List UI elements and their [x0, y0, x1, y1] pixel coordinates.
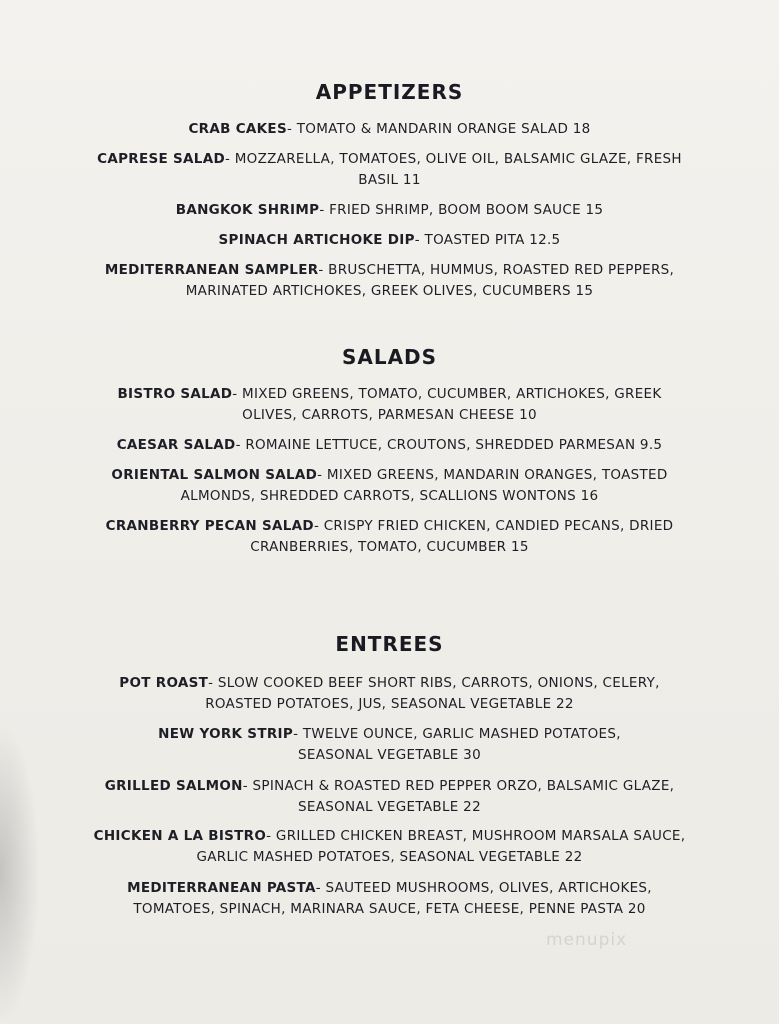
item-description: - CRISPY FRIED CHICKEN, CANDIED PECANS, DRIED CRANBERRIES, TOMATO, CUCUMBER 15 [250, 518, 674, 555]
item-name: BANGKOK SHRIMP [175, 202, 320, 218]
item-description: - ROMAINE LETTUCE, CROUTONS, SHREDDED PARMESAN 9.5 [235, 437, 663, 453]
item-description: - BRUSCHETTA, HUMMUS, ROASTED RED PEPPERS, MARINATED ARTICHOKES, GREEK OLIVES, CUCUMBERS 15 [185, 262, 675, 299]
menu-item-caesar-salad [60, 435, 719, 456]
item-name: SPINACH ARTICHOKE DIP [218, 232, 415, 248]
item-description: - TOMATO & MANDARIN ORANGE SALAD 18 [286, 121, 591, 137]
item-name: MEDITERRANEAN SAMPLER [104, 262, 319, 278]
menu-item-mediterranean-pasta [90, 878, 689, 919]
item-name: CAPRESE SALAD [97, 151, 225, 167]
item-name: CHICKEN A LA BISTRO [93, 828, 267, 844]
menu-item-cranberry-pecan-salad [80, 516, 699, 557]
watermark: menupix [546, 930, 628, 950]
menu-item-grilled-salmon [70, 776, 709, 817]
item-name: GRILLED SALMON [104, 778, 243, 794]
item-description: - TWELVE OUNCE, GARLIC MASHED POTATOES, SEASONAL VEGETABLE 30 [293, 726, 621, 763]
menu-item-bistro-salad [90, 384, 689, 425]
item-name: ORIENTAL SALMON SALAD [111, 467, 318, 483]
item-name: CRAB CAKES [188, 121, 287, 137]
menu-item-spinach-artichoke-dip [60, 230, 719, 251]
item-description: - MIXED GREENS, TOMATO, CUCUMBER, ARTICHOKES, GREEK OLIVES, CARROTS, PARMESAN CHEESE 10 [232, 386, 662, 423]
menu-item-oriental-salmon-salad [90, 465, 689, 506]
menu-item-crab-cakes [60, 119, 719, 140]
menu-item-caprese-salad [90, 149, 689, 190]
item-description: - MIXED GREENS, MANDARIN ORANGES, TOASTED ALMONDS, SHREDDED CARROTS, SCALLIONS WONTONS 16 [180, 467, 668, 504]
item-description: - FRIED SHRIMP, BOOM BOOM SAUCE 15 [319, 202, 604, 218]
item-description: - GRILLED CHICKEN BREAST, MUSHROOM MARSALA SAUCE, GARLIC MASHED POTATOES, SEASONAL VEGETABLE 22 [196, 828, 686, 865]
menu-item-bangkok-shrimp [60, 200, 719, 221]
item-name: MEDITERRANEAN PASTA [127, 880, 316, 896]
item-name: POT ROAST [119, 675, 209, 691]
item-description: - SAUTEED MUSHROOMS, OLIVES, ARTICHOKES, TOMATOES, SPINACH, MARINARA SAUCE, FETA CHEESE, PENNE PASTA 20 [133, 880, 652, 917]
item-description: - TOASTED PITA 12.5 [414, 232, 561, 248]
item-description: - MOZZARELLA, TOMATOES, OLIVE OIL, BALSAMIC GLAZE, FRESH BASIL 11 [224, 151, 682, 188]
page-shadow [0, 720, 40, 1024]
menu-item-mediterranean-sampler [80, 260, 699, 301]
section-title-entrees: ENTREES [335, 632, 444, 656]
section-title-salads: SALADS [341, 345, 438, 369]
item-name: BISTRO SALAD [117, 386, 233, 402]
menu-item-new-york-strip [130, 724, 649, 765]
section-title-appetizers: APPETIZERS [315, 80, 464, 104]
menu-item-pot-roast [90, 673, 689, 714]
item-description: - SLOW COOKED BEEF SHORT RIBS, CARROTS, ONIONS, CELERY, ROASTED POTATOES, JUS, SEASONAL VEGETABLE 22 [205, 675, 660, 712]
item-name: NEW YORK STRIP [158, 726, 294, 742]
menu-item-chicken-a-la-bistro [90, 826, 689, 867]
item-name: CRANBERRY PECAN SALAD [105, 518, 314, 534]
item-description: - SPINACH & ROASTED RED PEPPER ORZO, BALSAMIC GLAZE, SEASONAL VEGETABLE 22 [242, 778, 675, 815]
item-name: CAESAR SALAD [116, 437, 236, 453]
